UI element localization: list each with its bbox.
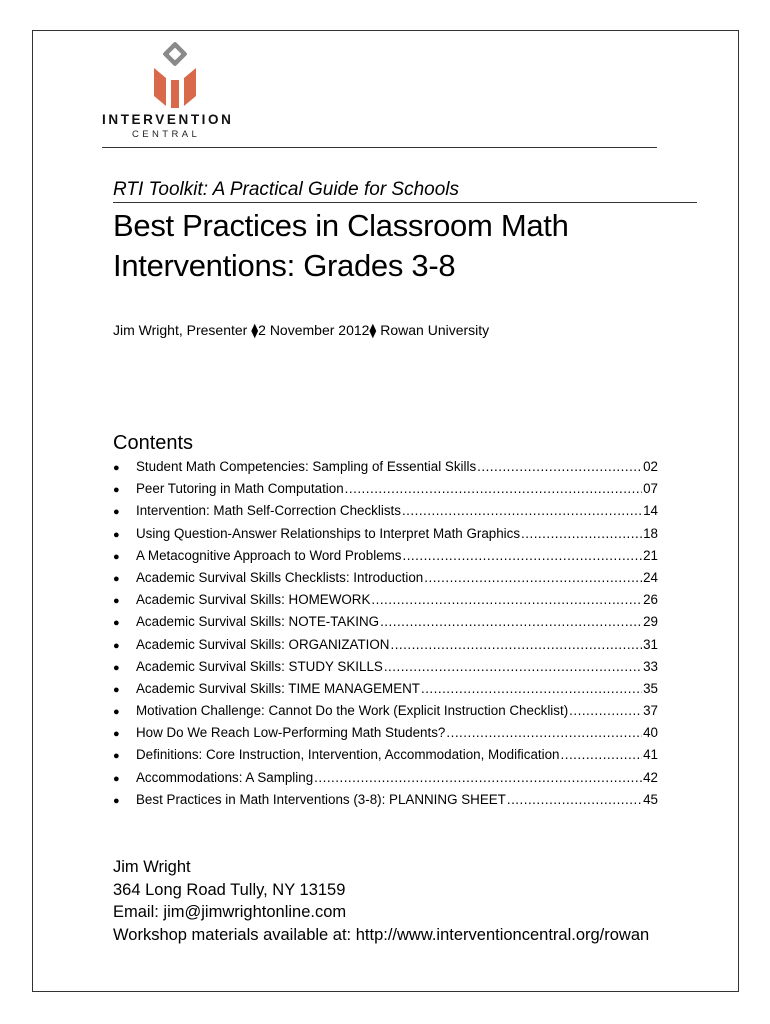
dot-leader — [446, 725, 642, 740]
contact-block — [113, 856, 649, 946]
toc-item-label: Motivation Challenge: Cannot Do the Work (Explicit Instruction Checklist) — [136, 703, 569, 719]
dot-leader — [507, 792, 642, 807]
document-subtitle: RTI Toolkit: A Practical Guide for Schools — [113, 179, 460, 200]
toc-item — [113, 792, 658, 814]
toc-item — [113, 725, 658, 747]
toc-item-label: How Do We Reach Low-Performing Math Students? — [136, 725, 446, 741]
toc-item-label: Academic Survival Skills: NOTE-TAKING — [136, 614, 380, 630]
toc-item-label: Academic Survival Skills: HOMEWORK — [136, 592, 371, 608]
toc-item-label: Peer Tutoring in Math Computation — [136, 481, 344, 497]
document-title — [113, 206, 569, 286]
toc-item — [113, 548, 658, 570]
bullet-icon: ● — [113, 728, 120, 741]
logo-mark-icon — [150, 40, 200, 110]
bullet-icon: ● — [113, 550, 120, 563]
bullet-icon: ● — [113, 617, 120, 630]
dot-leader — [477, 459, 642, 474]
toc-item — [113, 481, 658, 503]
toc-item-page: 26 — [643, 592, 658, 608]
toc-item — [113, 659, 658, 681]
dot-leader — [371, 592, 642, 607]
toc-item-label: Student Math Competencies: Sampling of Essential Skills — [136, 459, 477, 474]
dot-leader — [314, 770, 642, 785]
bullet-icon: ● — [113, 595, 120, 608]
bullet-icon: ● — [113, 750, 120, 763]
table-of-contents — [113, 459, 658, 814]
dot-leader — [561, 747, 643, 762]
toc-item-page: 14 — [643, 503, 658, 519]
dot-leader — [424, 570, 642, 585]
dot-leader — [402, 548, 642, 563]
title-line-2: Interventions: Grades 3-8 — [113, 248, 456, 283]
toc-item-page: 41 — [643, 747, 658, 763]
toc-item-label: Using Question-Answer Relationships to Interpret Math Graphics — [136, 525, 521, 541]
bullet-icon: ● — [113, 639, 120, 652]
contact-email: Email: jim@jimwrightonline.com — [113, 903, 347, 921]
bullet-icon: ● — [113, 794, 120, 807]
header-divider — [102, 147, 657, 148]
toc-item-page: 37 — [643, 703, 658, 719]
bullet-icon: ● — [113, 506, 120, 519]
toc-item — [113, 592, 658, 614]
bullet-icon: ● — [113, 772, 120, 785]
toc-item — [113, 614, 658, 636]
dot-leader — [521, 526, 642, 541]
dot-leader — [402, 503, 642, 518]
toc-item-page: 21 — [643, 547, 658, 563]
toc-item-label: Academic Survival Skills: TIME MANAGEMENT — [136, 680, 420, 696]
logo-wordmark: INTERVENTION — [102, 112, 234, 127]
contact-name: Jim Wright — [113, 858, 191, 876]
contact-address: 364 Long Road Tully, NY 13159 — [113, 880, 346, 899]
toc-item-label: Definitions: Core Instruction, Intervention, Accommodation, Modification — [136, 747, 560, 763]
dot-leader — [380, 614, 642, 629]
dot-leader — [384, 659, 642, 674]
toc-item-label: A Metacognitive Approach to Word Problems — [136, 547, 402, 563]
toc-item-page: 07 — [643, 481, 658, 497]
toc-item-label: Accommodations: A Sampling — [136, 769, 314, 785]
bullet-icon: ● — [113, 528, 120, 541]
toc-item — [113, 570, 658, 592]
toc-item — [113, 703, 658, 725]
toc-item — [113, 681, 658, 703]
toc-item-page: 45 — [643, 791, 658, 807]
bullet-icon: ● — [113, 706, 120, 719]
subtitle-divider — [113, 202, 697, 203]
toc-item-page: 35 — [643, 680, 658, 696]
toc-item — [113, 747, 658, 769]
toc-item-label: Academic Survival Skills Checklists: Introduction — [136, 569, 424, 585]
bullet-icon: ● — [113, 661, 120, 674]
workshop-link: Workshop materials available at: http://www.interventioncentral.org/rowan — [113, 925, 650, 944]
toc-item-page: 33 — [643, 658, 658, 674]
bullet-icon: ● — [113, 572, 120, 585]
dot-leader — [421, 681, 642, 696]
toc-item-label: Academic Survival Skills: STUDY SKILLS — [136, 658, 383, 674]
toc-item-page: 31 — [643, 636, 658, 652]
toc-item — [113, 503, 658, 525]
contents-heading: Contents — [113, 432, 194, 454]
intervention-central-logo — [102, 40, 246, 140]
dot-leader — [345, 481, 642, 496]
toc-item-page: 40 — [643, 725, 658, 741]
bullet-icon: ● — [113, 462, 120, 474]
toc-item-page: 29 — [643, 614, 658, 630]
toc-item-page: 18 — [643, 525, 658, 541]
toc-item — [113, 459, 658, 481]
dot-leader — [569, 703, 642, 718]
toc-item-page: 42 — [643, 769, 658, 785]
bullet-icon: ● — [113, 683, 120, 696]
toc-item — [113, 526, 658, 548]
bullet-icon: ● — [113, 484, 120, 497]
title-line-1: Best Practices in Classroom Math — [113, 208, 569, 243]
toc-item-label: Intervention: Math Self-Correction Checklists — [136, 503, 401, 519]
toc-item-page: 24 — [643, 569, 658, 585]
toc-item-label: Academic Survival Skills: ORGANIZATION — [136, 636, 390, 652]
toc-item — [113, 637, 658, 659]
toc-item-page: 02 — [643, 459, 658, 474]
toc-item — [113, 770, 658, 792]
logo-submark: CENTRAL — [132, 129, 201, 140]
toc-item-label: Best Practices in Math Interventions (3-8): PLANNING SHEET — [136, 791, 506, 807]
dot-leader — [390, 637, 642, 652]
presenter-byline: Jim Wright, Presenter ⧫2 November 2012⧫ Rowan University — [113, 322, 490, 338]
